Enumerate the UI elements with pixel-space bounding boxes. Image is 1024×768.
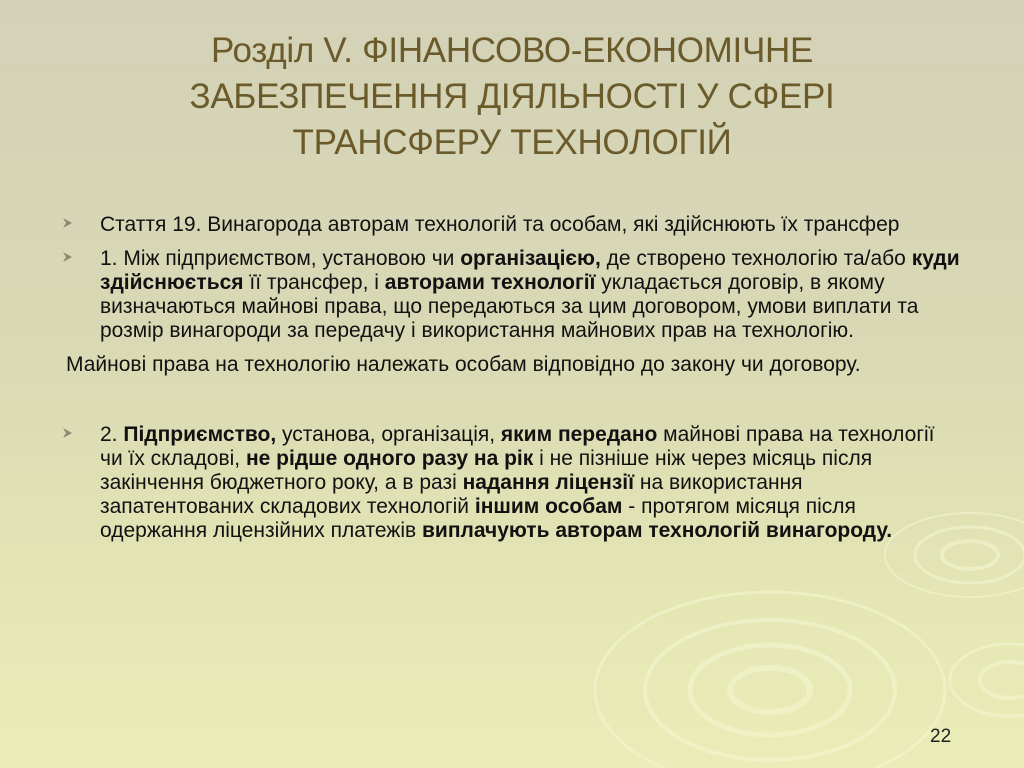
slide-number: 22 [930, 726, 952, 747]
bold-text-run: надання ліцензії [462, 471, 635, 494]
arrow-bullet-icon [60, 249, 76, 265]
text-run: установа, організація, [276, 423, 501, 446]
text-run: і не пізніше ніж через місяць після закінчення бюджетного року, а в разі [100, 447, 873, 494]
bold-text-run: іншим особам [474, 495, 623, 518]
arrow-bullet-icon [60, 215, 76, 231]
bold-text-run: яким передано [500, 423, 658, 446]
text-run: 1. Між підприємством, установою чи [100, 247, 461, 270]
bold-text-run: Підприємство, [123, 423, 277, 446]
bold-text-run: не рідше одного разу на рік [245, 447, 534, 470]
text-run: укладається договір, в якому визначаються майнові права, що передаються за цим договором, умови виплати та розмір винагороди за передачу і використання майнових прав на технологію. [100, 271, 919, 342]
slide-title [60, 28, 964, 166]
bold-text-run: авторами технології [384, 271, 596, 294]
payment-paragraph [60, 423, 960, 543]
text-run: - протягом місяця після одержання ліцензійних платежів [100, 495, 856, 542]
text-run: майнові права на технології чи їх складові, [100, 423, 935, 470]
article-heading-paragraph [60, 213, 960, 237]
spacer [60, 387, 960, 423]
arrow-bullet-icon [60, 425, 76, 441]
title-line: ТРАНСФЕРУ ТЕХНОЛОГІЙ [292, 123, 732, 162]
text-run: 2. [100, 423, 124, 446]
slide-body [60, 213, 960, 553]
paragraph-text: Стаття 19. Винагорода авторам технологій та особам, які здійснюють їх трансфер [100, 213, 900, 236]
text-run: де створено технологію та/або [600, 247, 912, 270]
bold-text-run: куди здійснюється [100, 247, 960, 294]
bold-text-run: організацією, [460, 247, 601, 270]
title-line: Розділ V. ФІНАНСОВО-ЕКОНОМІЧНЕ [211, 31, 813, 70]
bold-text-run: виплачують авторам технологій винагороду. [422, 519, 893, 542]
title-line: ЗАБЕЗПЕЧЕННЯ ДІЯЛЬНОСТІ У СФЕРІ [189, 77, 835, 116]
text-run: її трансфер, і [243, 271, 385, 294]
property-rights-paragraph: Майнові права на технологію належать особам відповідно до закону чи договору. [66, 353, 861, 376]
text-run: на використання запатентованих складових технологій [100, 471, 803, 518]
contract-paragraph [60, 247, 960, 343]
